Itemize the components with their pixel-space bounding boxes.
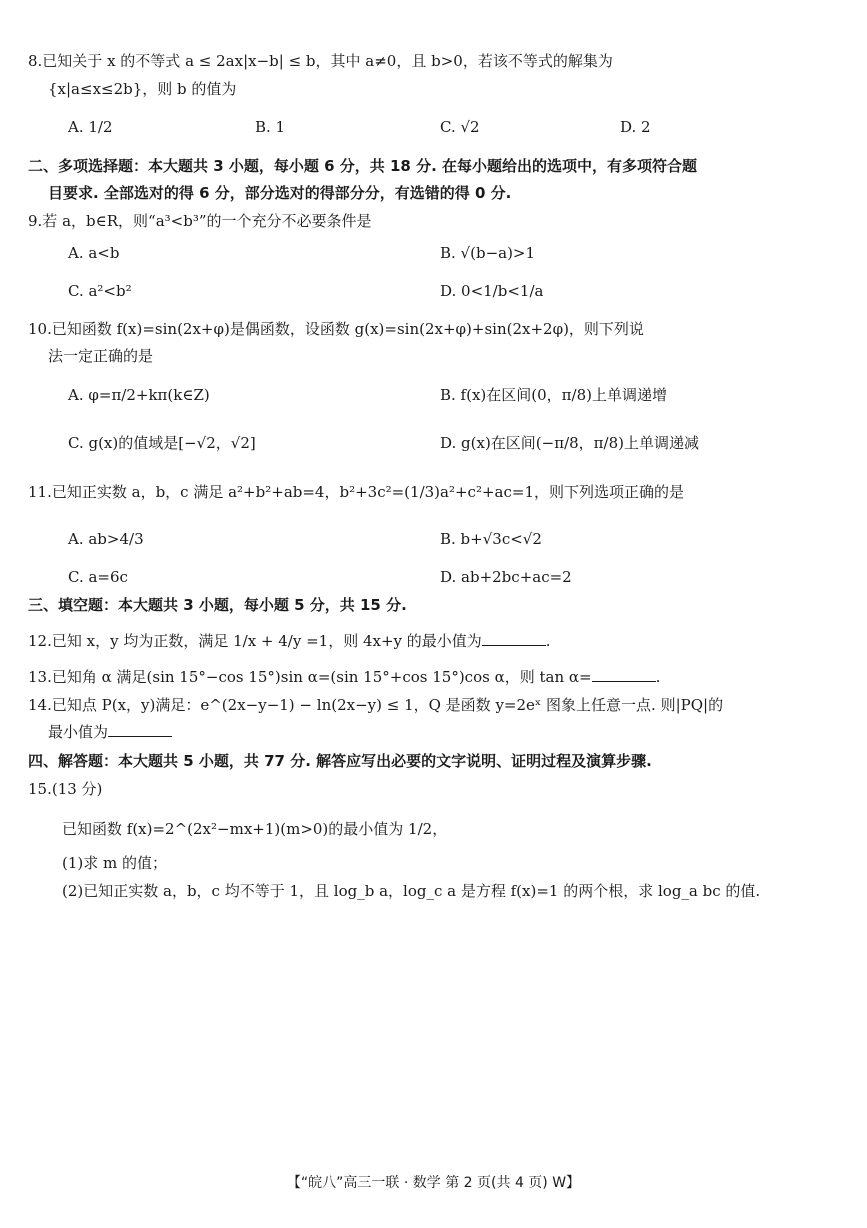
q10-stem-line1: 10.已知函数 f(x)=sin(2x+φ)是偶函数，设函数 g(x)=sin(2x+φ)+sin(2x+2φ)，则下列说 (28, 320, 644, 338)
q9-option-c: C. a²<b² (68, 282, 132, 300)
q11-option-c: C. a=6c (68, 568, 128, 586)
q14-line2-text: 最小值为 (48, 723, 109, 741)
q10-option-c: C. g(x)的值域是[−√2，√2] (68, 434, 256, 452)
q11-option-a: A. ab>4/3 (68, 530, 144, 548)
q14-stem-line2 (48, 721, 172, 743)
q8-option-a: A. 1/2 (68, 118, 113, 136)
section2-instructions-line1: 二、多项选择题：本大题共 3 小题，每小题 6 分，共 18 分. 在每小题给出的选项中，有多项符合题 (28, 157, 698, 175)
q12-end: . (545, 632, 551, 650)
q14-stem-line1: 14.已知点 P(x，y)满足：e^(2x−y−1) − ln(2x−y) ≤ 1，Q 是函数 y=2eˣ 图象上任意一点. 则|PQ|的 (28, 696, 724, 714)
q8-option-d: D. 2 (620, 118, 651, 136)
section3-instructions: 三、填空题：本大题共 3 小题，每小题 5 分，共 15 分. (28, 596, 407, 614)
q12-stem (28, 630, 551, 652)
q10-option-b: B. f(x)在区间(0，π/8)上单调递增 (440, 386, 667, 404)
section2-instructions-line2: 目要求. 全部选对的得 6 分，部分选对的得部分分，有选错的得 0 分. (48, 184, 512, 202)
q15-heading: 15.(13 分) (28, 780, 103, 798)
page-footer: 【“皖八”高三一联 · 数学 第 2 页(共 4 页) W】 (286, 1175, 581, 1191)
q15-part1: (1)求 m 的值； (62, 854, 168, 872)
q11-stem: 11.已知正实数 a，b，c 满足 a²+b²+ab=4，b²+3c²=(1/3)a²+c²+ac=1，则下列选项正确的是 (28, 483, 684, 501)
section4-instructions: 四、解答题：本大题共 5 小题，共 77 分. 解答应写出必要的文字说明、证明过程及演算步骤. (28, 752, 652, 770)
q13-end: . (655, 668, 661, 686)
q15-part2: (2)已知正实数 a，b，c 均不等于 1，且 log_b a，log_c a 是方程 f(x)=1 的两个根，求 log_a bc 的值. (62, 882, 761, 900)
q11-option-b: B. b+√3c<√2 (440, 530, 542, 548)
q8-option-b: B. 1 (255, 118, 286, 136)
q9-option-a: A. a<b (68, 244, 120, 262)
q15-stem: 已知函数 f(x)=2^(2x²−mx+1)(m>0)的最小值为 1/2， (62, 820, 448, 838)
q12-text: 12.已知 x，y 均为正数，满足 1/x + 4/y =1，则 4x+y 的最小值为 (28, 632, 482, 650)
q13-stem (28, 666, 660, 688)
q13-text: 13.已知角 α 满足(sin 15°−cos 15°)sin α=(sin 15°+cos 15°)cos α，则 tan α= (28, 668, 592, 686)
q9-stem: 9.若 a，b∈R，则“a³<b³”的一个充分不必要条件是 (28, 212, 372, 230)
q12-answer-blank[interactable] (482, 631, 546, 646)
q10-stem-line2: 法一定正确的是 (48, 347, 154, 365)
q8-stem-line1: 8.已知关于 x 的不等式 a ≤ 2ax|x−b| ≤ b，其中 a≠0，且 b>0，若该不等式的解集为 (28, 52, 613, 70)
q9-option-d: D. 0<1/b<1/a (440, 282, 544, 300)
q14-answer-blank[interactable] (108, 722, 172, 737)
q13-answer-blank[interactable] (592, 667, 656, 682)
q11-option-d: D. ab+2bc+ac=2 (440, 568, 572, 586)
q9-option-b: B. √(b−a)>1 (440, 244, 536, 262)
q10-option-d: D. g(x)在区间(−π/8，π/8)上单调递减 (440, 434, 699, 452)
q8-option-c: C. √2 (440, 118, 480, 136)
q10-option-a: A. φ=π/2+kπ(k∈Z) (68, 386, 210, 404)
q8-stem-line2: {x|a≤x≤2b}，则 b 的值为 (48, 80, 237, 98)
